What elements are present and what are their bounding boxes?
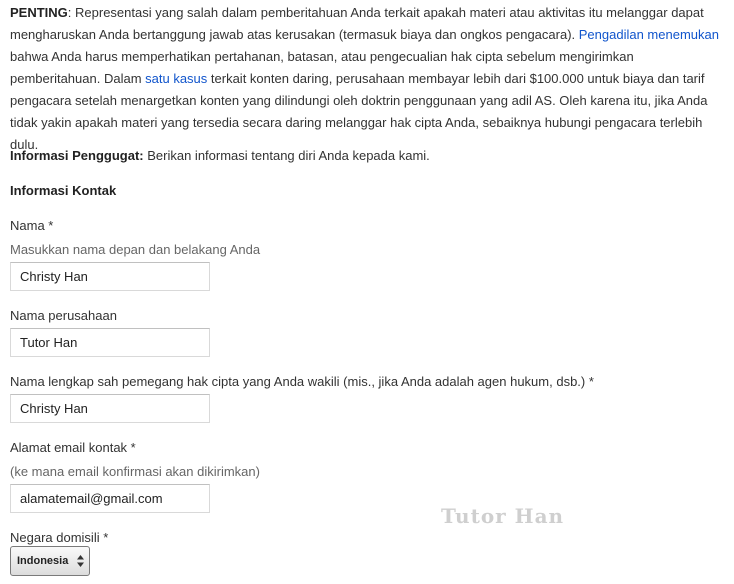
watermark: Tutor Han [441, 504, 565, 528]
courts-found-link[interactable]: Pengadilan menemukan [578, 27, 719, 42]
claimant-info [10, 148, 430, 164]
country-label: Negara domisili * [10, 530, 109, 545]
contact-section-title: Informasi Kontak [10, 183, 117, 198]
important-notice [10, 2, 726, 156]
company-label: Nama perusahaan [10, 308, 117, 323]
name-label: Nama * [10, 218, 54, 233]
notice-text: terkait konten daring, perusahaan membayar lebih dari $100.000 untuk biaya dan tarif pengacara setelah menargetkan konten yang dilindungi oleh doktrin penggunaan yang adil AS. Oleh karena itu, jika Anda tidak yakin apakah materi yang tersedia secara daring melanggar hak cipta Anda, sebaiknya hubungi pengacara terlebih dulu. [10, 71, 708, 152]
country-select[interactable] [10, 546, 90, 576]
notice-text: bahwa Anda harus memperhatikan pertahanan, batasan, atau pengecualian hak cipta sebelum mengirimkan pemberitahuan. Dalam [10, 49, 634, 86]
claimant-label: Informasi Penggugat: [10, 148, 144, 163]
country-selected-value: Indonesia [17, 555, 69, 567]
notice-label: PENTING [10, 5, 68, 20]
copyright-owner-input[interactable] [10, 394, 210, 423]
claimant-text: Berikan informasi tentang diri Anda kepada kami. [143, 148, 430, 163]
email-hint: (ke mana email konfirmasi akan dikirimkan) [10, 464, 260, 479]
name-input[interactable] [10, 262, 210, 291]
one-case-link[interactable]: satu kasus [145, 71, 208, 86]
notice-text: : Representasi yang salah dalam pemberitahuan Anda terkait apakah materi atau aktivitas itu melanggar dapat mengharuskan Anda bertanggung jawab atas kerusakan (termasuk biaya dan ongkos pengacara). [10, 5, 704, 42]
up-down-arrows-icon [76, 554, 85, 568]
email-label: Alamat email kontak * [10, 440, 136, 455]
name-hint: Masukkan nama depan dan belakang Anda [10, 242, 261, 257]
company-input[interactable] [10, 328, 210, 357]
copyright-owner-label: Nama lengkap sah pemegang hak cipta yang Anda wakili (mis., jika Anda adalah agen hukum, dsb.) * [10, 374, 594, 389]
email-input[interactable] [10, 484, 210, 513]
